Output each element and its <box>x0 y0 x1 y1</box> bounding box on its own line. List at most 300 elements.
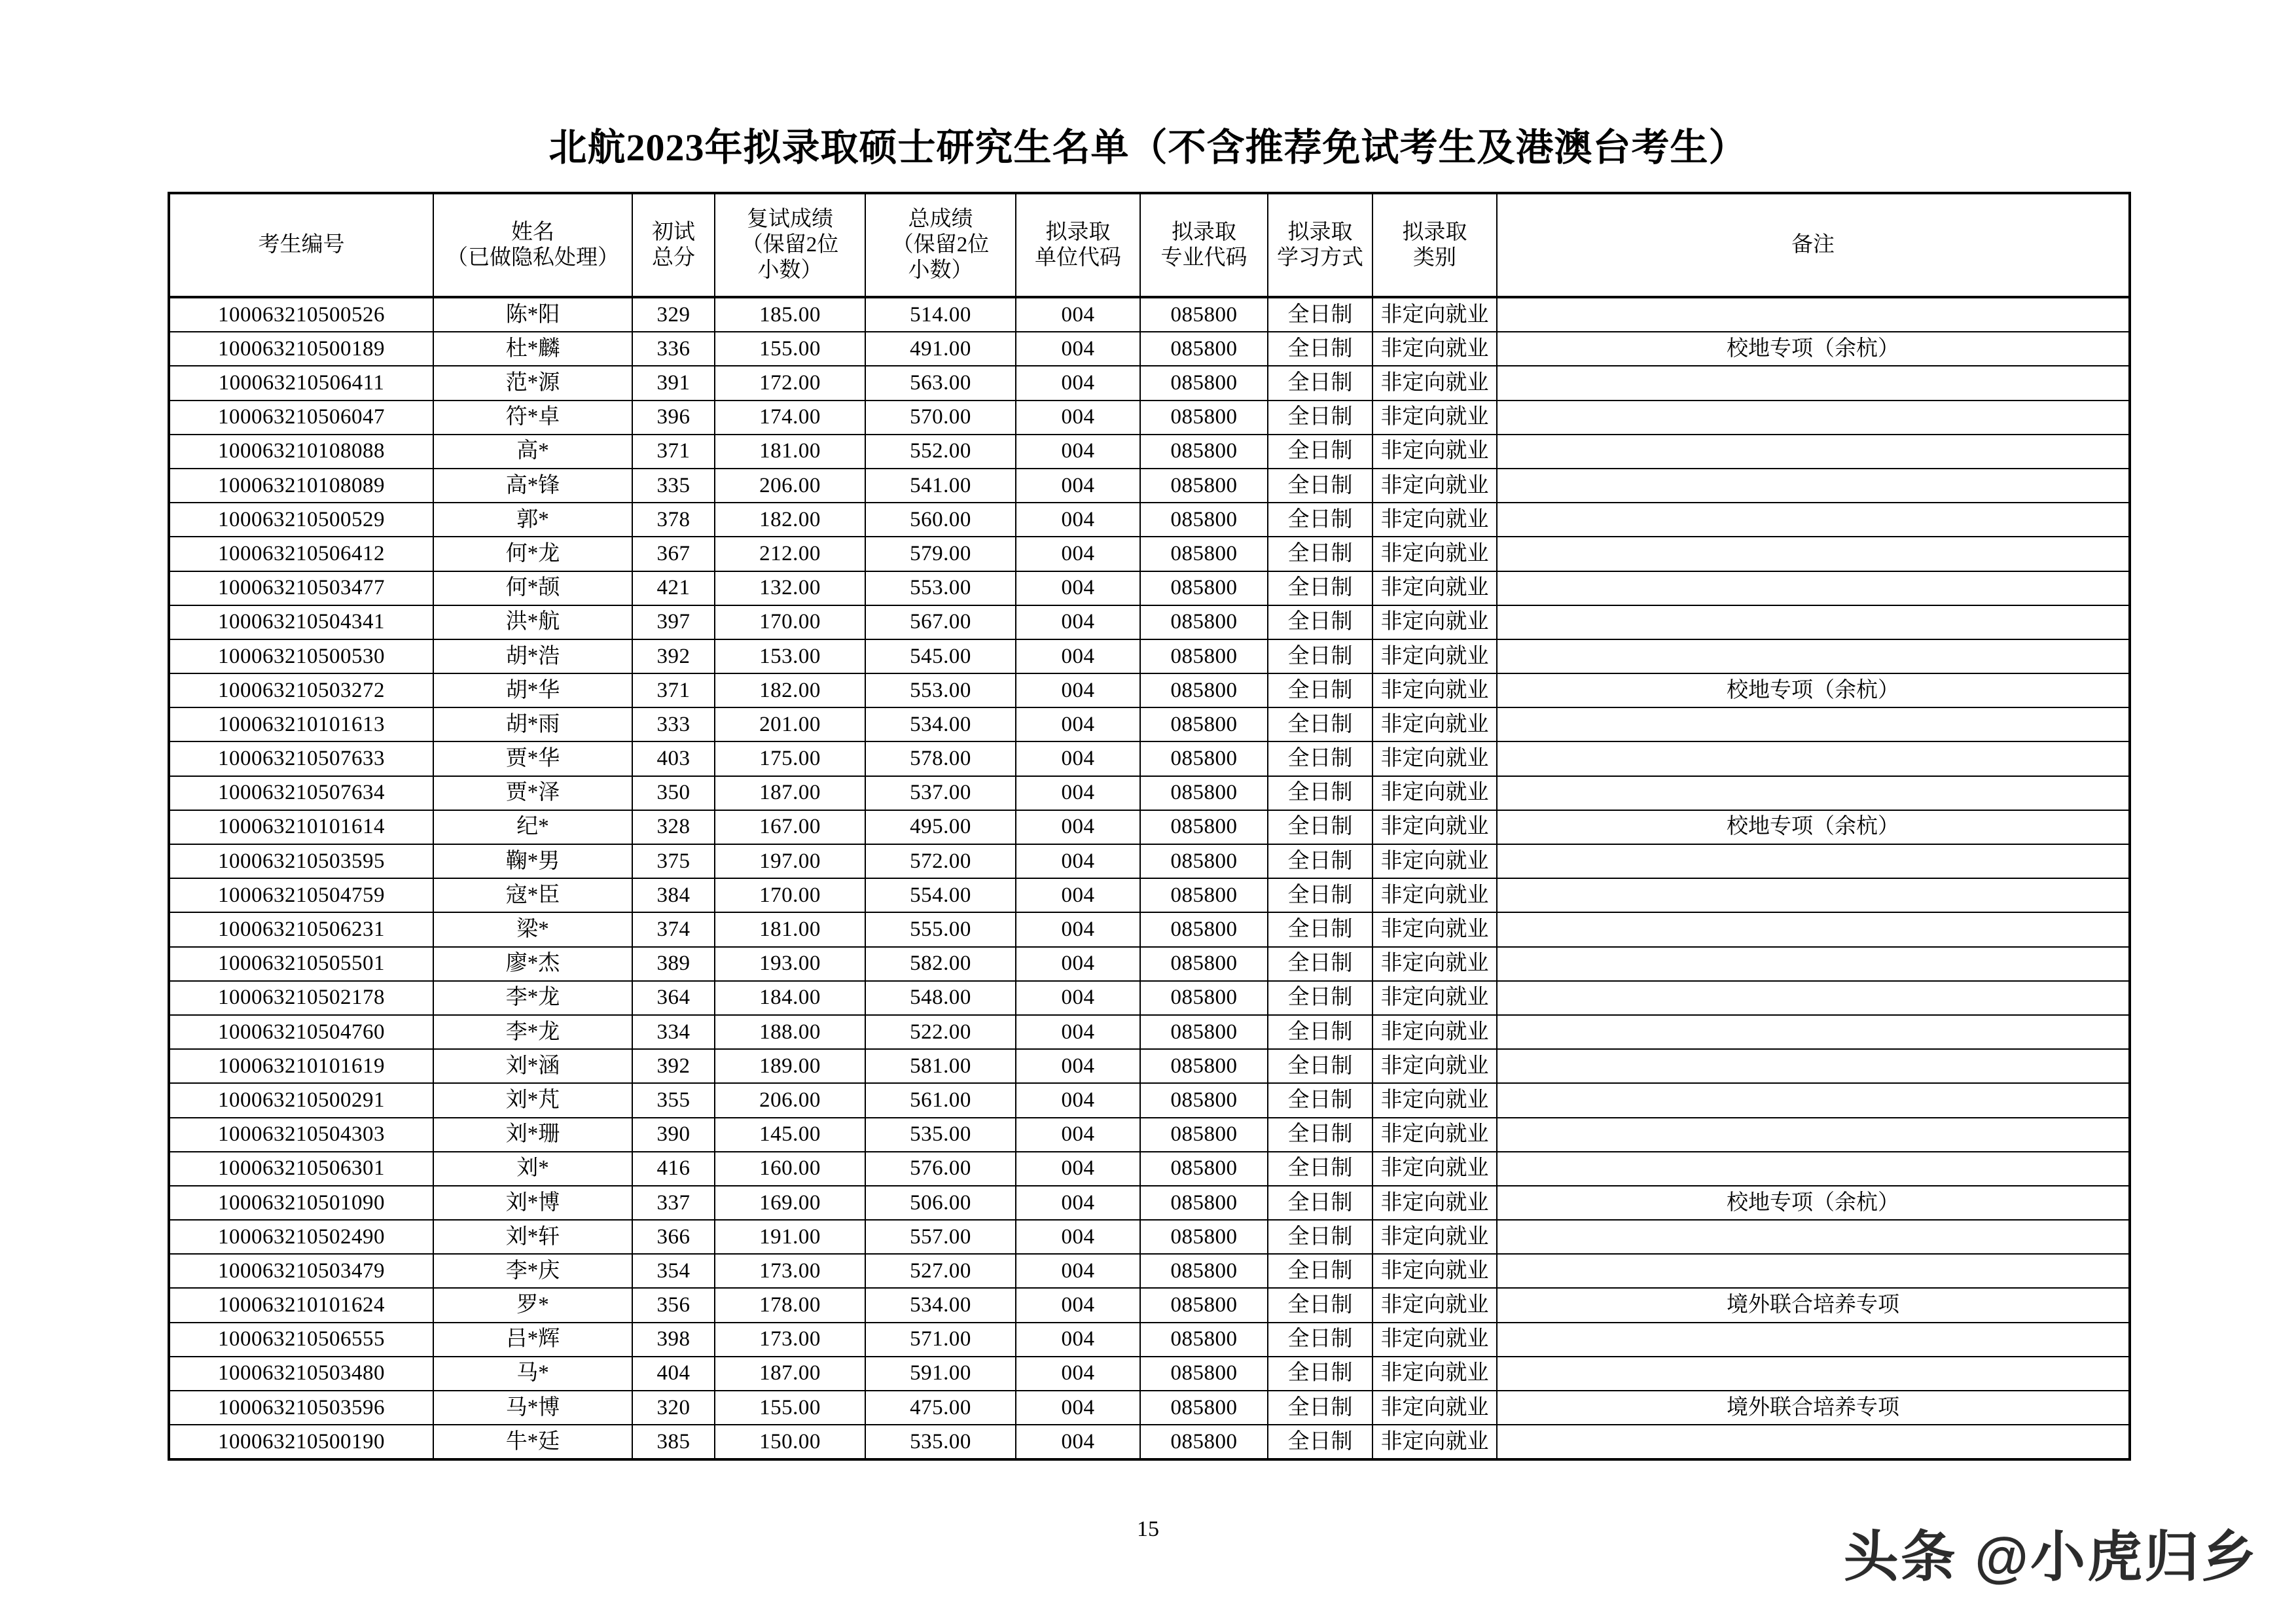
cell-name: 马*博 <box>433 1391 632 1425</box>
column-header-unit-code <box>1016 193 1140 297</box>
table-row <box>169 1288 2130 1322</box>
header-text: 总成绩 <box>908 207 973 232</box>
cell-note <box>1497 878 2130 912</box>
table-row <box>169 1357 2130 1391</box>
cell-preliminary-score: 392 <box>632 1049 715 1083</box>
cell-preliminary-score: 391 <box>632 366 715 400</box>
cell-note <box>1497 1425 2130 1459</box>
cell-unit-code: 004 <box>1016 503 1140 537</box>
cell-name: 鞠*男 <box>433 844 632 878</box>
cell-admission-type: 非定向就业 <box>1372 1391 1497 1425</box>
cell-retest-score: 170.00 <box>715 605 865 639</box>
cell-note: 校地专项（余杭） <box>1497 332 2130 366</box>
cell-retest-score: 145.00 <box>715 1118 865 1152</box>
header-text: 拟录取 <box>1045 220 1111 244</box>
cell-major-code: 085800 <box>1140 469 1268 503</box>
cell-total-score: 570.00 <box>865 401 1016 435</box>
cell-study-mode: 全日制 <box>1268 435 1372 469</box>
cell-total-score: 552.00 <box>865 435 1016 469</box>
cell-admission-type: 非定向就业 <box>1372 1254 1497 1288</box>
cell-name: 胡*华 <box>433 673 632 707</box>
cell-admission-type: 非定向就业 <box>1372 673 1497 707</box>
cell-note <box>1497 1254 2130 1288</box>
cell-major-code: 085800 <box>1140 1015 1268 1049</box>
cell-study-mode: 全日制 <box>1268 1391 1372 1425</box>
cell-total-score: 581.00 <box>865 1049 1016 1083</box>
cell-major-code: 085800 <box>1140 1118 1268 1152</box>
cell-preliminary-score: 354 <box>632 1254 715 1288</box>
cell-major-code: 085800 <box>1140 878 1268 912</box>
cell-admission-type: 非定向就业 <box>1372 297 1497 332</box>
cell-admission-type: 非定向就业 <box>1372 1323 1497 1357</box>
table-row <box>169 366 2130 400</box>
cell-candidate-id: 100063210506301 <box>169 1152 433 1186</box>
cell-note <box>1497 912 2130 946</box>
cell-preliminary-score: 371 <box>632 673 715 707</box>
cell-retest-score: 181.00 <box>715 435 865 469</box>
cell-preliminary-score: 337 <box>632 1186 715 1220</box>
cell-total-score: 571.00 <box>865 1323 1016 1357</box>
table-row <box>169 435 2130 469</box>
cell-unit-code: 004 <box>1016 1357 1140 1391</box>
cell-candidate-id: 100063210502178 <box>169 981 433 1015</box>
cell-candidate-id: 100063210108089 <box>169 469 433 503</box>
cell-retest-score: 184.00 <box>715 981 865 1015</box>
table-row <box>169 912 2130 946</box>
cell-major-code: 085800 <box>1140 1186 1268 1220</box>
cell-admission-type: 非定向就业 <box>1372 1425 1497 1459</box>
cell-retest-score: 175.00 <box>715 741 865 776</box>
cell-admission-type: 非定向就业 <box>1372 469 1497 503</box>
cell-candidate-id: 100063210101614 <box>169 810 433 844</box>
cell-study-mode: 全日制 <box>1268 1323 1372 1357</box>
cell-candidate-id: 100063210503596 <box>169 1391 433 1425</box>
cell-unit-code: 004 <box>1016 401 1140 435</box>
cell-retest-score: 150.00 <box>715 1425 865 1459</box>
cell-admission-type: 非定向就业 <box>1372 1220 1497 1254</box>
cell-retest-score: 197.00 <box>715 844 865 878</box>
cell-candidate-id: 100063210503477 <box>169 571 433 605</box>
cell-study-mode: 全日制 <box>1268 1288 1372 1322</box>
cell-name: 刘*芃 <box>433 1083 632 1117</box>
cell-note <box>1497 401 2130 435</box>
cell-major-code: 085800 <box>1140 1288 1268 1322</box>
cell-retest-score: 182.00 <box>715 503 865 537</box>
cell-retest-score: 189.00 <box>715 1049 865 1083</box>
cell-preliminary-score: 421 <box>632 571 715 605</box>
cell-candidate-id: 100063210503272 <box>169 673 433 707</box>
cell-admission-type: 非定向就业 <box>1372 605 1497 639</box>
cell-name: 何*颉 <box>433 571 632 605</box>
cell-retest-score: 167.00 <box>715 810 865 844</box>
cell-preliminary-score: 392 <box>632 639 715 673</box>
cell-study-mode: 全日制 <box>1268 981 1372 1015</box>
cell-retest-score: 187.00 <box>715 1357 865 1391</box>
cell-study-mode: 全日制 <box>1268 1425 1372 1459</box>
table-body <box>169 297 2130 1459</box>
table-row <box>169 947 2130 981</box>
cell-note <box>1497 1357 2130 1391</box>
table-row <box>169 1186 2130 1220</box>
cell-note <box>1497 639 2130 673</box>
cell-study-mode: 全日制 <box>1268 605 1372 639</box>
cell-preliminary-score: 396 <box>632 401 715 435</box>
cell-admission-type: 非定向就业 <box>1372 810 1497 844</box>
column-header-retest-score <box>715 193 865 297</box>
table-row <box>169 1254 2130 1288</box>
cell-study-mode: 全日制 <box>1268 297 1372 332</box>
cell-study-mode: 全日制 <box>1268 332 1372 366</box>
cell-study-mode: 全日制 <box>1268 673 1372 707</box>
header-text: 拟录取 <box>1172 220 1236 244</box>
cell-unit-code: 004 <box>1016 912 1140 946</box>
header-text: 姓名 <box>511 220 554 244</box>
cell-preliminary-score: 366 <box>632 1220 715 1254</box>
cell-candidate-id: 100063210101624 <box>169 1288 433 1322</box>
cell-admission-type: 非定向就业 <box>1372 1288 1497 1322</box>
cell-note <box>1497 1118 2130 1152</box>
cell-major-code: 085800 <box>1140 741 1268 776</box>
table-row <box>169 1425 2130 1459</box>
cell-retest-score: 206.00 <box>715 1083 865 1117</box>
cell-admission-type: 非定向就业 <box>1372 1049 1497 1083</box>
cell-name: 贾*泽 <box>433 776 632 810</box>
cell-unit-code: 004 <box>1016 1220 1140 1254</box>
cell-candidate-id: 100063210500190 <box>169 1425 433 1459</box>
cell-total-score: 553.00 <box>865 571 1016 605</box>
cell-unit-code: 004 <box>1016 332 1140 366</box>
cell-admission-type: 非定向就业 <box>1372 401 1497 435</box>
header-text: 总分 <box>652 245 695 270</box>
cell-name: 寇*臣 <box>433 878 632 912</box>
header-text: （已做隐私处理） <box>446 245 619 270</box>
cell-name: 范*源 <box>433 366 632 400</box>
cell-preliminary-score: 336 <box>632 332 715 366</box>
cell-unit-code: 004 <box>1016 1323 1140 1357</box>
cell-major-code: 085800 <box>1140 810 1268 844</box>
cell-study-mode: 全日制 <box>1268 878 1372 912</box>
cell-retest-score: 185.00 <box>715 297 865 332</box>
cell-candidate-id: 100063210504759 <box>169 878 433 912</box>
cell-retest-score: 174.00 <box>715 401 865 435</box>
cell-retest-score: 172.00 <box>715 366 865 400</box>
cell-major-code: 085800 <box>1140 1391 1268 1425</box>
column-header-admission-type <box>1372 193 1497 297</box>
cell-unit-code: 004 <box>1016 1288 1140 1322</box>
cell-name: 贾*华 <box>433 741 632 776</box>
cell-preliminary-score: 385 <box>632 1425 715 1459</box>
column-header-major-code <box>1140 193 1268 297</box>
cell-study-mode: 全日制 <box>1268 366 1372 400</box>
cell-unit-code: 004 <box>1016 673 1140 707</box>
cell-candidate-id: 100063210500291 <box>169 1083 433 1117</box>
admission-roster-table <box>168 192 2131 1461</box>
cell-candidate-id: 100063210500529 <box>169 503 433 537</box>
header-text: 专业代码 <box>1160 245 1247 270</box>
cell-candidate-id: 100063210504760 <box>169 1015 433 1049</box>
cell-name: 李*龙 <box>433 981 632 1015</box>
cell-study-mode: 全日制 <box>1268 469 1372 503</box>
cell-note <box>1497 741 2130 776</box>
cell-note <box>1497 537 2130 571</box>
cell-retest-score: 155.00 <box>715 332 865 366</box>
cell-total-score: 522.00 <box>865 1015 1016 1049</box>
cell-candidate-id: 100063210506231 <box>169 912 433 946</box>
table-row <box>169 810 2130 844</box>
cell-study-mode: 全日制 <box>1268 912 1372 946</box>
cell-total-score: 579.00 <box>865 537 1016 571</box>
cell-note <box>1497 844 2130 878</box>
cell-name: 罗* <box>433 1288 632 1322</box>
header-text: 小数） <box>908 258 973 282</box>
cell-study-mode: 全日制 <box>1268 1152 1372 1186</box>
cell-unit-code: 004 <box>1016 1186 1140 1220</box>
cell-preliminary-score: 320 <box>632 1391 715 1425</box>
admission-roster-table-wrapper <box>168 192 2128 1461</box>
cell-study-mode: 全日制 <box>1268 741 1372 776</box>
cell-retest-score: 187.00 <box>715 776 865 810</box>
cell-retest-score: 193.00 <box>715 947 865 981</box>
cell-total-score: 537.00 <box>865 776 1016 810</box>
cell-unit-code: 004 <box>1016 810 1140 844</box>
cell-major-code: 085800 <box>1140 1425 1268 1459</box>
cell-unit-code: 004 <box>1016 469 1140 503</box>
cell-note <box>1497 469 2130 503</box>
cell-major-code: 085800 <box>1140 981 1268 1015</box>
cell-name: 胡*浩 <box>433 639 632 673</box>
cell-candidate-id: 100063210506555 <box>169 1323 433 1357</box>
cell-total-score: 553.00 <box>865 673 1016 707</box>
cell-unit-code: 004 <box>1016 366 1140 400</box>
cell-study-mode: 全日制 <box>1268 1186 1372 1220</box>
cell-study-mode: 全日制 <box>1268 1220 1372 1254</box>
cell-admission-type: 非定向就业 <box>1372 571 1497 605</box>
cell-admission-type: 非定向就业 <box>1372 707 1497 741</box>
cell-unit-code: 004 <box>1016 844 1140 878</box>
cell-name: 李*龙 <box>433 1015 632 1049</box>
cell-admission-type: 非定向就业 <box>1372 503 1497 537</box>
cell-candidate-id: 100063210108088 <box>169 435 433 469</box>
table-row <box>169 571 2130 605</box>
cell-candidate-id: 100063210507633 <box>169 741 433 776</box>
cell-study-mode: 全日制 <box>1268 707 1372 741</box>
cell-unit-code: 004 <box>1016 1015 1140 1049</box>
table-row <box>169 707 2130 741</box>
cell-name: 符*卓 <box>433 401 632 435</box>
cell-name: 梁* <box>433 912 632 946</box>
cell-major-code: 085800 <box>1140 366 1268 400</box>
cell-admission-type: 非定向就业 <box>1372 366 1497 400</box>
cell-major-code: 085800 <box>1140 947 1268 981</box>
cell-preliminary-score: 333 <box>632 707 715 741</box>
table-row <box>169 1152 2130 1186</box>
cell-retest-score: 169.00 <box>715 1186 865 1220</box>
cell-study-mode: 全日制 <box>1268 810 1372 844</box>
cell-total-score: 491.00 <box>865 332 1016 366</box>
cell-name: 刘* <box>433 1152 632 1186</box>
cell-total-score: 527.00 <box>865 1254 1016 1288</box>
cell-note <box>1497 1083 2130 1117</box>
cell-admission-type: 非定向就业 <box>1372 1186 1497 1220</box>
cell-unit-code: 004 <box>1016 1083 1140 1117</box>
header-text: 拟录取 <box>1287 220 1353 244</box>
table-row <box>169 1083 2130 1117</box>
cell-unit-code: 004 <box>1016 1118 1140 1152</box>
cell-note <box>1497 366 2130 400</box>
cell-total-score: 506.00 <box>865 1186 1016 1220</box>
cell-major-code: 085800 <box>1140 673 1268 707</box>
cell-major-code: 085800 <box>1140 1357 1268 1391</box>
cell-name: 廖*杰 <box>433 947 632 981</box>
cell-major-code: 085800 <box>1140 537 1268 571</box>
header-text: 初试 <box>652 220 695 244</box>
cell-candidate-id: 100063210507634 <box>169 776 433 810</box>
cell-note: 校地专项（余杭） <box>1497 1186 2130 1220</box>
cell-admission-type: 非定向就业 <box>1372 912 1497 946</box>
cell-note <box>1497 503 2130 537</box>
cell-major-code: 085800 <box>1140 1152 1268 1186</box>
cell-total-score: 560.00 <box>865 503 1016 537</box>
cell-study-mode: 全日制 <box>1268 844 1372 878</box>
cell-unit-code: 004 <box>1016 741 1140 776</box>
cell-retest-score: 206.00 <box>715 469 865 503</box>
cell-name: 刘*博 <box>433 1186 632 1220</box>
cell-total-score: 541.00 <box>865 469 1016 503</box>
cell-preliminary-score: 335 <box>632 469 715 503</box>
cell-retest-score: 173.00 <box>715 1323 865 1357</box>
cell-preliminary-score: 329 <box>632 297 715 332</box>
cell-major-code: 085800 <box>1140 1049 1268 1083</box>
cell-candidate-id: 100063210504303 <box>169 1118 433 1152</box>
cell-total-score: 582.00 <box>865 947 1016 981</box>
cell-total-score: 591.00 <box>865 1357 1016 1391</box>
table-row <box>169 503 2130 537</box>
cell-major-code: 085800 <box>1140 776 1268 810</box>
column-header-name <box>433 193 632 297</box>
cell-note <box>1497 297 2130 332</box>
cell-retest-score: 201.00 <box>715 707 865 741</box>
cell-preliminary-score: 404 <box>632 1357 715 1391</box>
header-text: 小数） <box>757 258 823 282</box>
cell-study-mode: 全日制 <box>1268 1118 1372 1152</box>
cell-preliminary-score: 350 <box>632 776 715 810</box>
cell-candidate-id: 100063210503480 <box>169 1357 433 1391</box>
page-title: 北航2023年拟录取硕士研究生名单（不含推荐免试考生及港澳台考生） <box>548 126 1748 169</box>
cell-major-code: 085800 <box>1140 297 1268 332</box>
cell-preliminary-score: 397 <box>632 605 715 639</box>
cell-note <box>1497 1015 2130 1049</box>
cell-note <box>1497 1049 2130 1083</box>
cell-major-code: 085800 <box>1140 844 1268 878</box>
cell-total-score: 555.00 <box>865 912 1016 946</box>
header-text: 类别 <box>1413 245 1456 270</box>
cell-unit-code: 004 <box>1016 297 1140 332</box>
cell-retest-score: 153.00 <box>715 639 865 673</box>
cell-total-score: 561.00 <box>865 1083 1016 1117</box>
header-text: 拟录取 <box>1402 220 1467 244</box>
column-header-preliminary-score <box>632 193 715 297</box>
cell-admission-type: 非定向就业 <box>1372 1118 1497 1152</box>
table-row <box>169 1391 2130 1425</box>
table-row <box>169 605 2130 639</box>
table-row <box>169 1049 2130 1083</box>
cell-note <box>1497 947 2130 981</box>
cell-preliminary-score: 356 <box>632 1288 715 1322</box>
cell-note: 境外联合培养专项 <box>1497 1391 2130 1425</box>
cell-retest-score: 155.00 <box>715 1391 865 1425</box>
cell-candidate-id: 100063210506047 <box>169 401 433 435</box>
cell-name: 马* <box>433 1357 632 1391</box>
cell-preliminary-score: 375 <box>632 844 715 878</box>
cell-unit-code: 004 <box>1016 1425 1140 1459</box>
cell-admission-type: 非定向就业 <box>1372 1357 1497 1391</box>
cell-major-code: 085800 <box>1140 1083 1268 1117</box>
cell-total-score: 567.00 <box>865 605 1016 639</box>
cell-preliminary-score: 378 <box>632 503 715 537</box>
header-text: 复试成绩 <box>747 207 833 232</box>
cell-unit-code: 004 <box>1016 1391 1140 1425</box>
cell-retest-score: 191.00 <box>715 1220 865 1254</box>
cell-major-code: 085800 <box>1140 912 1268 946</box>
cell-preliminary-score: 328 <box>632 810 715 844</box>
cell-total-score: 535.00 <box>865 1425 1016 1459</box>
cell-study-mode: 全日制 <box>1268 947 1372 981</box>
cell-name: 高*锋 <box>433 469 632 503</box>
table-row <box>169 673 2130 707</box>
cell-note: 校地专项（余杭） <box>1497 673 2130 707</box>
cell-retest-score: 132.00 <box>715 571 865 605</box>
cell-major-code: 085800 <box>1140 401 1268 435</box>
table-row <box>169 469 2130 503</box>
cell-admission-type: 非定向就业 <box>1372 1015 1497 1049</box>
table-header <box>169 193 2130 297</box>
cell-name: 李*庆 <box>433 1254 632 1288</box>
cell-admission-type: 非定向就业 <box>1372 1152 1497 1186</box>
cell-major-code: 085800 <box>1140 707 1268 741</box>
cell-total-score: 576.00 <box>865 1152 1016 1186</box>
cell-name: 杜*麟 <box>433 332 632 366</box>
cell-unit-code: 004 <box>1016 981 1140 1015</box>
cell-note <box>1497 707 2130 741</box>
cell-admission-type: 非定向就业 <box>1372 639 1497 673</box>
cell-retest-score: 160.00 <box>715 1152 865 1186</box>
cell-admission-type: 非定向就业 <box>1372 981 1497 1015</box>
cell-name: 洪*航 <box>433 605 632 639</box>
cell-preliminary-score: 374 <box>632 912 715 946</box>
cell-candidate-id: 100063210504341 <box>169 605 433 639</box>
cell-name: 牛*廷 <box>433 1425 632 1459</box>
cell-study-mode: 全日制 <box>1268 639 1372 673</box>
cell-admission-type: 非定向就业 <box>1372 332 1497 366</box>
cell-candidate-id: 100063210505501 <box>169 947 433 981</box>
cell-retest-score: 181.00 <box>715 912 865 946</box>
cell-total-score: 545.00 <box>865 639 1016 673</box>
table-row <box>169 1323 2130 1357</box>
cell-unit-code: 004 <box>1016 878 1140 912</box>
table-row <box>169 776 2130 810</box>
cell-total-score: 534.00 <box>865 1288 1016 1322</box>
cell-name: 刘*轩 <box>433 1220 632 1254</box>
cell-study-mode: 全日制 <box>1268 401 1372 435</box>
cell-total-score: 535.00 <box>865 1118 1016 1152</box>
cell-study-mode: 全日制 <box>1268 1254 1372 1288</box>
cell-preliminary-score: 398 <box>632 1323 715 1357</box>
cell-admission-type: 非定向就业 <box>1372 537 1497 571</box>
cell-total-score: 534.00 <box>865 707 1016 741</box>
cell-total-score: 563.00 <box>865 366 1016 400</box>
cell-preliminary-score: 355 <box>632 1083 715 1117</box>
cell-preliminary-score: 367 <box>632 537 715 571</box>
